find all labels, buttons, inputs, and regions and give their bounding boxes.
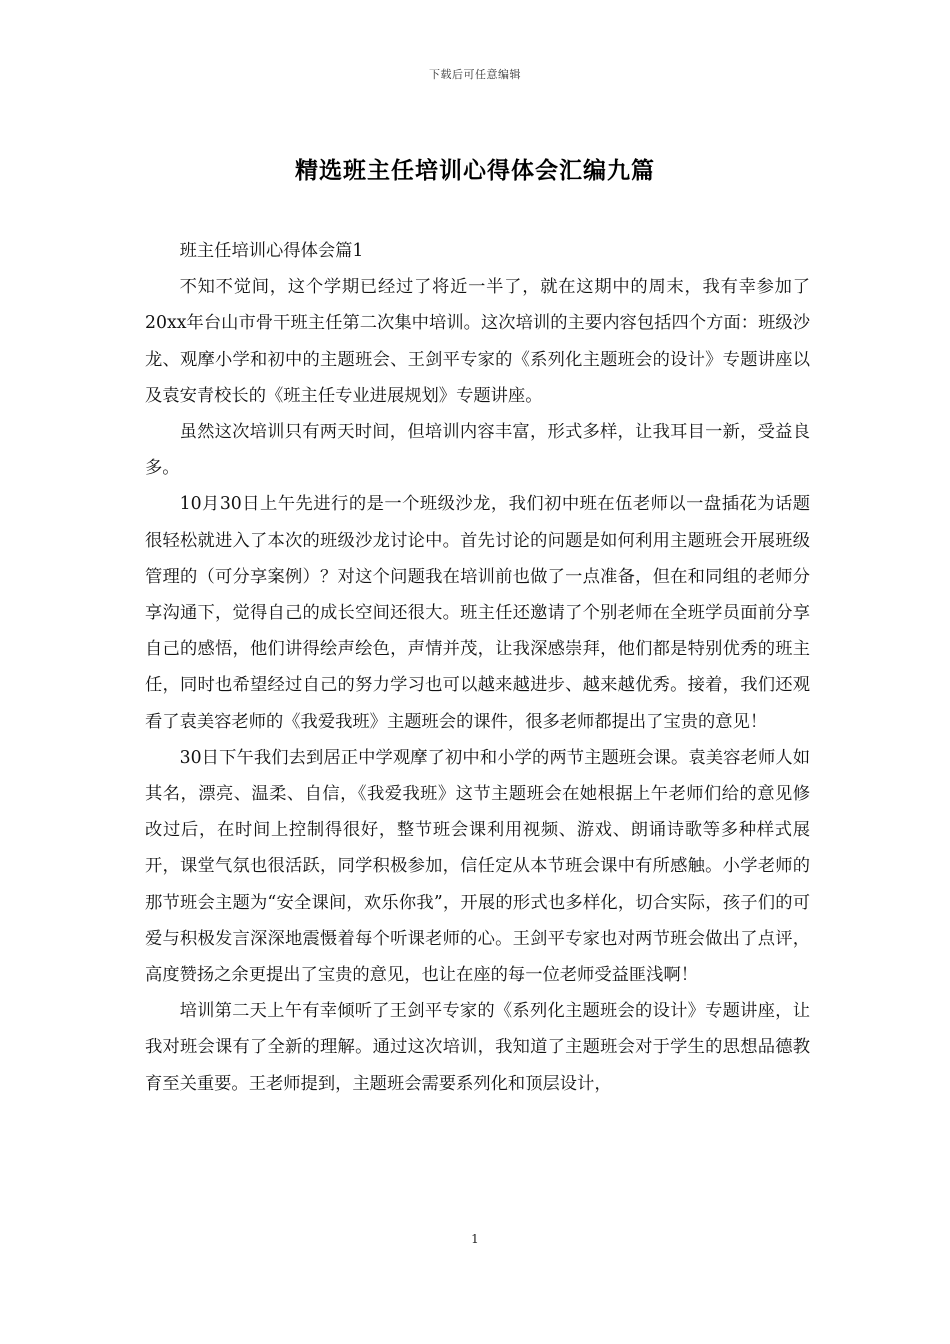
paragraph: 10月30日上午先进行的是一个班级沙龙，我们初中班在伍老师以一盘插花为话题很轻松就进入了本次的班级沙龙讨论中。首先讨论的问题是如何利用主题班会开展班级管理的（可分享案例）？对这个问题我在培训前也做了一点准备，但在和同组的老师分享沟通下，觉得自己的成长空间还很大。班主任还邀请了个别老师在全班学员面前分享自己的感悟，他们讲得绘声绘色，声情并茂，让我深感崇拜，他们都是特别优秀的班主任，同时也希望经过自己的努力学习也可以越来越进步、越来越优秀。接着，我们还观看了袁美容老师的《我爱我班》主题班会的课件，很多老师都提出了宝贵的意见！ <box>145 494 810 732</box>
header-note: 下载后可任意编辑 <box>429 68 521 81</box>
paragraph: 不知不觉间，这个学期已经过了将近一半了，就在这期中的周末，我有幸参加了20xx年台山市骨干班主任第二次集中培训。这次培训的主要内容包括四个方面：班级沙龙、观摩小学和初中的主题班会、王剑平专家的《系列化主题班会的设计》专题讲座以及袁安青校长的《班主任专业进展规划》专题讲座。 <box>145 277 810 406</box>
document-body <box>145 233 810 1102</box>
document-title: 精选班主任培训心得体会汇编九篇 <box>295 157 655 184</box>
paragraph: 30日下午我们去到居正中学观摩了初中和小学的两节主题班会课。袁美容老师人如其名，漂亮、温柔、自信，《我爱我班》这节主题班会在她根据上午老师们给的意见修改过后，在时间上控制得很好，整节班会课利用视频、游戏、朗诵诗歌等多种样式展开，课堂气氛也很活跃，同学积极参加，信任定从本节班会课中有所感触。小学老师的那节班会主题为“安全课间，欢乐你我”，开展的形式也多样化，切合实际，孩子们的可爱与积极发言深深地震慑着每个听课老师的心。王剑平专家也对两节班会做出了点评，高度赞扬之余更提出了宝贵的意见，也让在座的每一位老师受益匪浅啊！ <box>145 747 810 986</box>
section-heading: 班主任培训心得体会篇1 <box>179 241 364 261</box>
paragraph: 虽然这次培训只有两天时间，但培训内容丰富，形式多样，让我耳目一新，受益良多。 <box>145 422 810 479</box>
page-number: 1 <box>471 1232 479 1246</box>
paragraph: 培训第二天上午有幸倾听了王剑平专家的《系列化主题班会的设计》专题讲座，让我对班会课有了全新的理解。通过这次培训，我知道了主题班会对于学生的思想品德教育至关重要。王老师提到，主题班会需要系列化和顶层设计， <box>145 1001 810 1094</box>
